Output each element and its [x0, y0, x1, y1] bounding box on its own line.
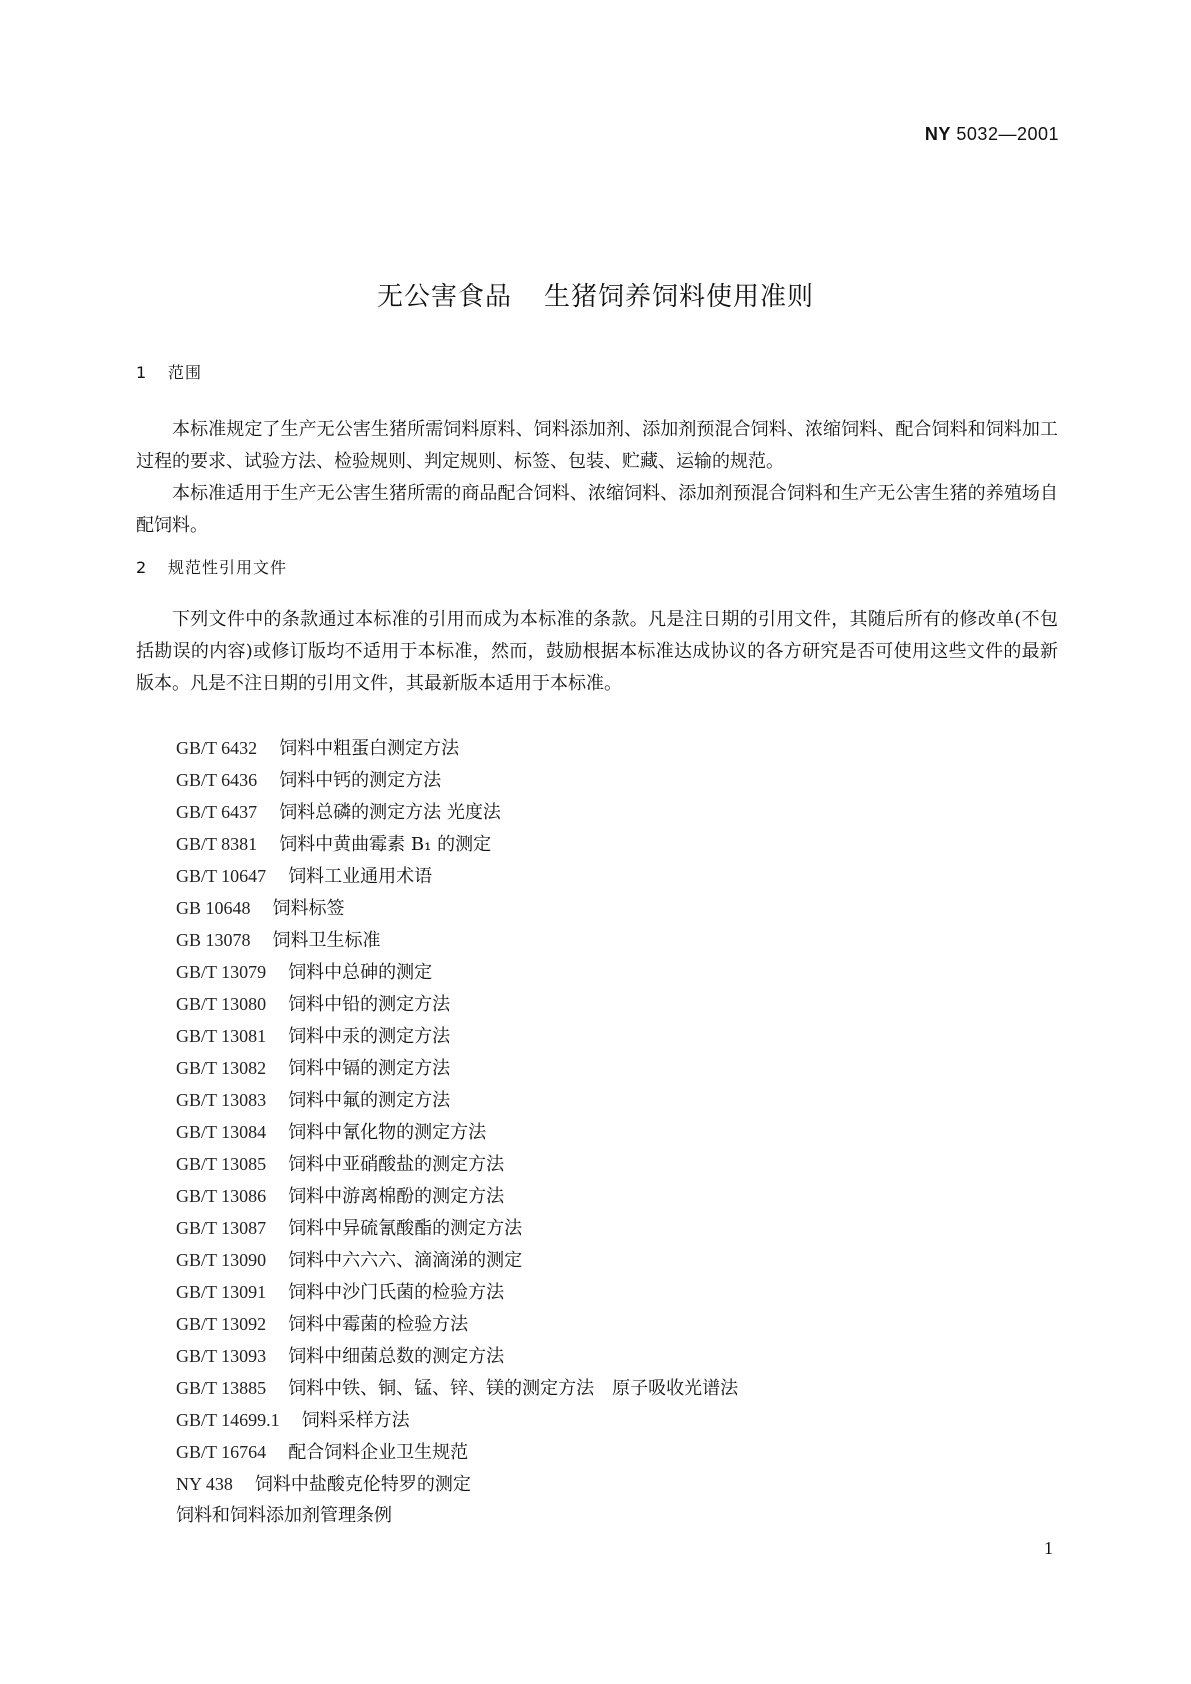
reference-title: 饲料中盐酸克伦特罗的测定: [254, 1474, 471, 1495]
reference-title: 饲料中铁、铜、锰、锌、镁的测定方法 原子吸收光谱法: [288, 1378, 739, 1399]
reference-title: 饲料中细菌总数的测定方法: [288, 1346, 505, 1367]
reference-title: 饲料中汞的测定方法: [288, 1026, 451, 1047]
reference-item: [176, 1052, 738, 1084]
section-2-heading: [136, 555, 287, 578]
reference-title: 饲料工业通用术语: [288, 866, 433, 887]
reference-code: GB/T 13085: [176, 1154, 267, 1174]
reference-title: 饲料中游离棉酚的测定方法: [288, 1186, 505, 1207]
reference-title: 饲料总磷的测定方法 光度法: [279, 802, 501, 823]
section-2-paragraph-1: 下列文件中的条款通过本标准的引用而成为本标准的条款。凡是注日期的引用文件，其随后所有的修改单(不包括勘误的内容)或修订版均不适用于本标准，然而，鼓励根据本标准达成协议的各方研究是否可使用这些文件的最新版本。凡是不注日期的引用文件，其最新版本适用于本标准。: [136, 609, 1058, 694]
page-number: 1: [1044, 1538, 1053, 1558]
section-1-paragraph-1: 本标准规定了生产无公害生猪所需饲料原料、饲料添加剂、添加剂预混合饲料、浓缩饲料、配合饲料和饲料加工过程的要求、试验方法、检验规则、判定规则、标签、包装、贮藏、运输的规范。: [136, 419, 1058, 472]
reference-code: GB/T 16764: [176, 1442, 267, 1462]
reference-item: [176, 1436, 738, 1468]
normative-references-list: [176, 732, 738, 1532]
reference-code: GB 13078: [176, 930, 251, 950]
reference-item: [176, 1212, 738, 1244]
section-number: 2: [136, 558, 148, 577]
reference-item: [176, 764, 738, 796]
reference-title: 饲料中氟的测定方法: [288, 1090, 451, 1111]
reference-item: [176, 1500, 738, 1532]
reference-item: [176, 892, 738, 924]
reference-code: GB/T 13086: [176, 1186, 267, 1206]
reference-title: 饲料中镉的测定方法: [288, 1058, 451, 1079]
reference-title: 饲料采样方法: [301, 1410, 410, 1431]
standard-number: 5032—2001: [956, 124, 1059, 144]
reference-item: [176, 924, 738, 956]
section-1-paragraph-2: 本标准适用于生产无公害生猪所需的商品配合饲料、浓缩饲料、添加剂预混合饲料和生产无公害生猪的养殖场自配饲料。: [136, 483, 1058, 536]
reference-code: GB/T 13093: [176, 1346, 267, 1366]
reference-item: [176, 1020, 738, 1052]
reference-code: GB/T 13079: [176, 962, 267, 982]
reference-item: [176, 1148, 738, 1180]
reference-code: GB/T 13885: [176, 1378, 267, 1398]
reference-item: [176, 1116, 738, 1148]
document-title: [0, 276, 1191, 313]
reference-title: 饲料中铅的测定方法: [288, 994, 451, 1015]
reference-item: [176, 1084, 738, 1116]
section-title: 规范性引用文件: [168, 558, 288, 577]
reference-item: [176, 1308, 738, 1340]
reference-item: [176, 1276, 738, 1308]
reference-item: [176, 988, 738, 1020]
reference-code: GB/T 13087: [176, 1218, 267, 1238]
reference-title: 饲料中钙的测定方法: [279, 770, 442, 791]
reference-title: 饲料卫生标准: [272, 930, 381, 951]
standard-prefix: NY: [924, 124, 951, 144]
title-part-2: 生猪饲养饲料使用准则: [544, 282, 815, 312]
reference-code: GB/T 10647: [176, 866, 267, 886]
reference-item: [176, 1468, 738, 1500]
reference-item: [176, 956, 738, 988]
reference-title: 饲料中亚硝酸盐的测定方法: [288, 1154, 505, 1175]
reference-title: 饲料中氰化物的测定方法: [288, 1122, 487, 1143]
reference-item: [176, 732, 738, 764]
reference-item: [176, 828, 738, 860]
reference-title: 配合饲料企业卫生规范: [288, 1442, 469, 1463]
section-1-heading: [136, 360, 202, 383]
reference-code: NY 438: [176, 1474, 233, 1494]
reference-code: GB/T 13090: [176, 1250, 267, 1270]
reference-title: 饲料中沙门氏菌的检验方法: [288, 1282, 505, 1303]
reference-item: [176, 1244, 738, 1276]
reference-code: GB/T 13091: [176, 1282, 267, 1302]
reference-title: 饲料中异硫氰酸酯的测定方法: [288, 1218, 523, 1239]
reference-code: GB/T 13083: [176, 1090, 267, 1110]
reference-code: GB 10648: [176, 898, 251, 918]
reference-title: 饲料中总砷的测定: [288, 962, 433, 983]
reference-code: GB/T 14699.1: [176, 1410, 280, 1430]
reference-code: GB/T 13080: [176, 994, 267, 1014]
reference-item: [176, 860, 738, 892]
section-title: 范围: [168, 363, 203, 382]
reference-code: GB/T 13092: [176, 1314, 267, 1334]
reference-code: GB/T 6432: [176, 738, 258, 758]
reference-item: [176, 1340, 738, 1372]
reference-code: GB/T 6436: [176, 770, 258, 790]
reference-title: 饲料中霉菌的检验方法: [288, 1314, 469, 1335]
reference-title: 饲料和饲料添加剂管理条例: [176, 1505, 392, 1526]
reference-title: 饲料中黄曲霉素 B₁ 的测定: [279, 834, 492, 855]
section-number: 1: [136, 363, 148, 382]
reference-item: [176, 1372, 738, 1404]
reference-code: GB/T 13081: [176, 1026, 267, 1046]
title-part-1: 无公害食品: [376, 282, 512, 312]
reference-code: GB/T 8381: [176, 834, 258, 854]
reference-item: [176, 1180, 738, 1212]
standard-code: [925, 124, 1059, 145]
reference-code: GB/T 6437: [176, 802, 258, 822]
reference-title: 饲料中粗蛋白测定方法: [279, 738, 460, 759]
reference-title: 饲料中六六六、滴滴涕的测定: [288, 1250, 523, 1271]
reference-code: GB/T 13082: [176, 1058, 267, 1078]
reference-title: 饲料标签: [272, 898, 345, 919]
reference-item: [176, 796, 738, 828]
reference-item: [176, 1404, 738, 1436]
reference-code: GB/T 13084: [176, 1122, 267, 1142]
